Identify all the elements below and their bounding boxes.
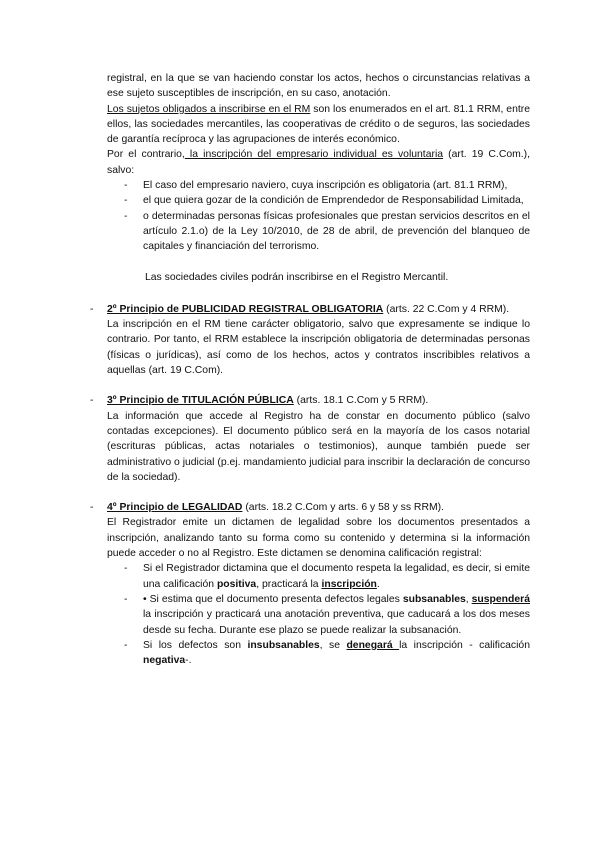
negative-bold: negativa: [143, 655, 186, 667]
exception-text: o determinadas personas físicas profesionales que prestan servicios descritos en el artículo 2.1.o) de la Ley 10/2010, de 28 de abril, de prevención del blanqueo de capitales y financiación del terrorismo.: [143, 210, 530, 253]
item-text: la inscripción - calificación: [399, 639, 530, 651]
item-text: ,: [465, 593, 472, 605]
list-item: [107, 209, 530, 255]
item-text: Si los defectos son: [143, 639, 248, 651]
exception-text: el que quiera gozar de la condición de Emprendedor de Responsabilidad Limitada,: [143, 195, 524, 207]
document-page: [90, 71, 530, 668]
incurable-bold: insubsanables: [247, 639, 320, 651]
deny-bold: denegará: [346, 639, 400, 651]
item-text: la inscripción y practicará una anotación preventiva, que caducará a los dos meses desde su fecha. Durante ese plazo se puede realizar la subsanación.: [143, 609, 530, 636]
item-text: • Si estima que el documento presenta defectos legales: [143, 593, 403, 605]
section-dash: -: [90, 303, 94, 315]
voluntary-registration-underlined: la inscripción del empresario individual es voluntaria: [184, 149, 444, 161]
list-item: [107, 178, 530, 193]
principle-2-title: 2º Principio de PUBLICIDAD REGISTRAL OBLIGATORIA: [107, 303, 384, 315]
positive-bold: positiva: [216, 578, 257, 590]
principle-2-section: [90, 302, 530, 378]
item-text: Si el Registrador dictamina que el documento respeta la legalidad, es decir, si emite una calificación: [143, 563, 530, 590]
item-text: -.: [185, 655, 192, 667]
item-text: , se: [319, 639, 347, 651]
intro-paragraph-1: registral, en la que se van haciendo constar los actos, hechos o circunstancias relativas a ese sujeto susceptibles de inscripción, en su caso, anotación.: [107, 73, 530, 100]
exception-text: El caso del empresario naviero, cuya inscripción es obligatoria (art. 81.1 RRM),: [143, 180, 508, 192]
intro-paragraph-3: [107, 147, 530, 178]
principle-4-title: 4º Principio de LEGALIDAD: [107, 502, 243, 514]
list-item: [107, 561, 530, 592]
dash-bullet: -: [124, 563, 128, 575]
section-dash: -: [90, 395, 94, 407]
exceptions-list: [107, 178, 530, 254]
dash-bullet: -: [124, 180, 128, 192]
principle-2-ref: (arts. 22 C.Com y 4 RRM).: [383, 303, 510, 315]
principle-4-heading: [107, 500, 530, 515]
list-item: [107, 193, 530, 208]
list-item: [107, 638, 530, 669]
civil-societies-note: Las sociedades civiles podrán inscribirse en el Registro Mercantil.: [145, 271, 449, 283]
principle-3-body: La información que accede al Registro ha de constar en documento público (salvo contadas excepciones). El documento público será en la mayoría de los casos notarial (escrituras públicas, actas notariales o testimonios), aunque también puede ser administrativo o judicial (p.ej. mandamiento judicial para inscribir la declaración de concurso de la sociedad).: [107, 410, 530, 483]
voluntary-registration-ref: (art. 19 C.Com.), salvo:: [107, 149, 530, 176]
obligated-subjects-underlined: Los sujetos obligados a inscribirse en el RM: [107, 103, 311, 115]
qualification-list: [107, 561, 530, 668]
suspend-bold: suspenderá: [471, 593, 530, 605]
dash-bullet: -: [124, 593, 128, 605]
principle-4-section: [90, 500, 530, 668]
dash-bullet: -: [124, 210, 128, 222]
inscription-bold: inscripción: [321, 578, 377, 590]
dash-bullet: -: [124, 639, 128, 651]
item-text: .: [376, 578, 380, 590]
principle-4-body: El Registrador emite un dictamen de legalidad sobre los documentos presentados a inscripción, analizando tanto su forma como su contenido y determina si la información puede acceder o no al Registro. Este dictamen se denomina calificación registral:: [107, 517, 530, 560]
principle-2-body: La inscripción en el RM tiene carácter obligatorio, salvo que expresamente se indique lo contrario. Por tanto, el RRM establece la inscripción obligatoria de determinadas personas (físicas o jurídicas), así como de los hechos, actos y contratos inscribibles relativos a aquellas (art. 19 C.Com).: [107, 319, 530, 377]
intro-paragraph-2: [107, 102, 530, 148]
curable-bold: subsanables: [402, 593, 466, 605]
item-text: , practicará la: [256, 578, 322, 590]
list-item: [107, 592, 530, 638]
section-dash: -: [90, 502, 94, 514]
principle-3-heading: [107, 393, 530, 408]
principle-3-ref: (arts. 18.1 C.Com y 5 RRM).: [293, 395, 429, 407]
principle-4-ref: (arts. 18.2 C.Com y arts. 6 y 58 y ss RRM).: [242, 502, 444, 514]
dash-bullet: -: [124, 195, 128, 207]
principle-3-title: 3º Principio de TITULACIÓN PÚBLICA: [107, 395, 294, 407]
principle-2-heading: [107, 302, 530, 317]
obligated-subjects-text: son los enumerados en el art. 81.1 RRM, entre ellos, las sociedades mercantiles, las cooperativas de crédito o de seguros, las sociedades de garantía recíproca y las agrupaciones de interés económico.: [107, 103, 530, 146]
principle-3-section: [90, 393, 530, 485]
contrary-text: Por el contrario,: [107, 149, 185, 161]
